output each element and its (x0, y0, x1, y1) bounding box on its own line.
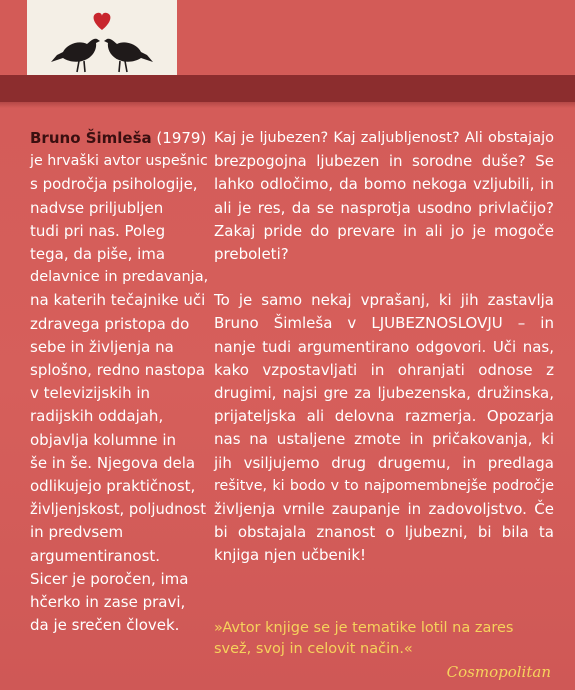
book-description (214, 127, 554, 568)
author-bio-heading (30, 127, 208, 150)
decorative-stripe (0, 75, 575, 102)
author-bio-line: sebe in življenja na (30, 337, 174, 356)
author-bio-line: v televizijskih in (30, 384, 151, 403)
author-bio-line: in predvsem (30, 523, 124, 542)
review-quote (214, 618, 554, 660)
description-line: bi obstajala znanost o ljubezni, bi bila ta (214, 523, 554, 542)
author-bio-line: objavlja kolumne in (30, 430, 177, 449)
author-bio-line: še in še. Njegova dela (30, 453, 196, 472)
author-bio-line: s področja psihologije, (30, 175, 198, 194)
description-line: brezpogojna ljubezen in sorodne duše? Se (214, 152, 554, 171)
description-line: prijateljska ali delovna razmerja. Opozarja (214, 407, 554, 426)
author-bio-line: nadvse priljubljen (30, 198, 164, 217)
author-bio-line: zdravega pristopa do (30, 314, 190, 333)
description-line: drugimi, najsi gre za ljubezenska, družinska, (214, 384, 554, 403)
review-quote-line: »Avtor knjige se je tematike lotil na zares (214, 620, 514, 636)
description-line: To je samo nekaj vprašanj, ki jih zastavlja (214, 291, 554, 310)
description-line: nas na ustaljene zmote in pričakovanja, ki (214, 430, 554, 449)
description-line: knjiga njen učbenik! (214, 546, 367, 565)
right-bird-icon (104, 39, 153, 72)
author-bio-line: hčerko in zase pravi, (30, 593, 186, 612)
description-line: Kaj je ljubezen? Kaj zaljubljenost? Ali obstajajo (214, 130, 554, 146)
description-line: preboleti? (214, 245, 289, 264)
author-bio-line: tudi pri nas. Poleg (30, 221, 166, 240)
description-line: Bruno Šimleša v LJUBEZNOSLOVJU – in (214, 314, 554, 333)
author-bio-line: tega, da piše, ima (30, 245, 166, 264)
author-bio-line: da je srečen človek. (30, 616, 180, 635)
description-line: jih vsiljujemo drug drugemu, in predlaga (214, 453, 554, 472)
author-year: (1979) (151, 129, 207, 147)
stripe-shadow (0, 102, 575, 108)
author-bio-line: delavnice in predavanja, (30, 269, 209, 286)
description-paragraph-2 (214, 289, 554, 567)
author-bio-line: na katerih tečajnike uči (30, 291, 206, 310)
author-bio-line: splošno, redno nastopa (30, 361, 206, 380)
logo-box (27, 0, 177, 76)
description-line: ali je res, da se nasprotja usodno privlačijo? (214, 198, 554, 217)
author-name: Bruno Šimleša (30, 129, 152, 147)
description-line: lahko odločimo, da bomo nekoga vzljubili, in (214, 175, 554, 194)
review-quote-line: svež, svoj in celovit način.« (214, 641, 413, 657)
description-line: rešitve, ki bodo v to najpomembnejše področje (214, 477, 554, 494)
author-bio-line: življenjskost, poljudnost (30, 501, 206, 519)
author-bio-line: radijskih oddajah, (30, 407, 164, 426)
heart-icon (94, 13, 111, 30)
author-bio-line: odlikujejo praktičnost, (30, 477, 196, 496)
author-bio-line: je hrvaški avtor uspešnic (30, 153, 208, 170)
description-line: kako vzpostavljati in ohranjati odnose z (214, 360, 554, 379)
left-bird-icon (51, 39, 100, 72)
review-source: Cosmopolitan (446, 663, 551, 681)
two-birds-heart-icon (27, 0, 177, 76)
author-bio-line: Sicer je poročen, ima (30, 569, 189, 588)
author-bio (30, 127, 208, 637)
author-bio-line: argumentiranost. (30, 546, 161, 565)
description-line: življenja vrnile zaupanje in zadovoljstvo. Če (214, 500, 554, 519)
description-line: Zakaj pride do prevare in ali jo je mogoče (214, 221, 554, 240)
description-paragraph-1 (214, 127, 554, 266)
description-line: nanje tudi argumentirano odgovori. Uči nas, (214, 337, 554, 356)
